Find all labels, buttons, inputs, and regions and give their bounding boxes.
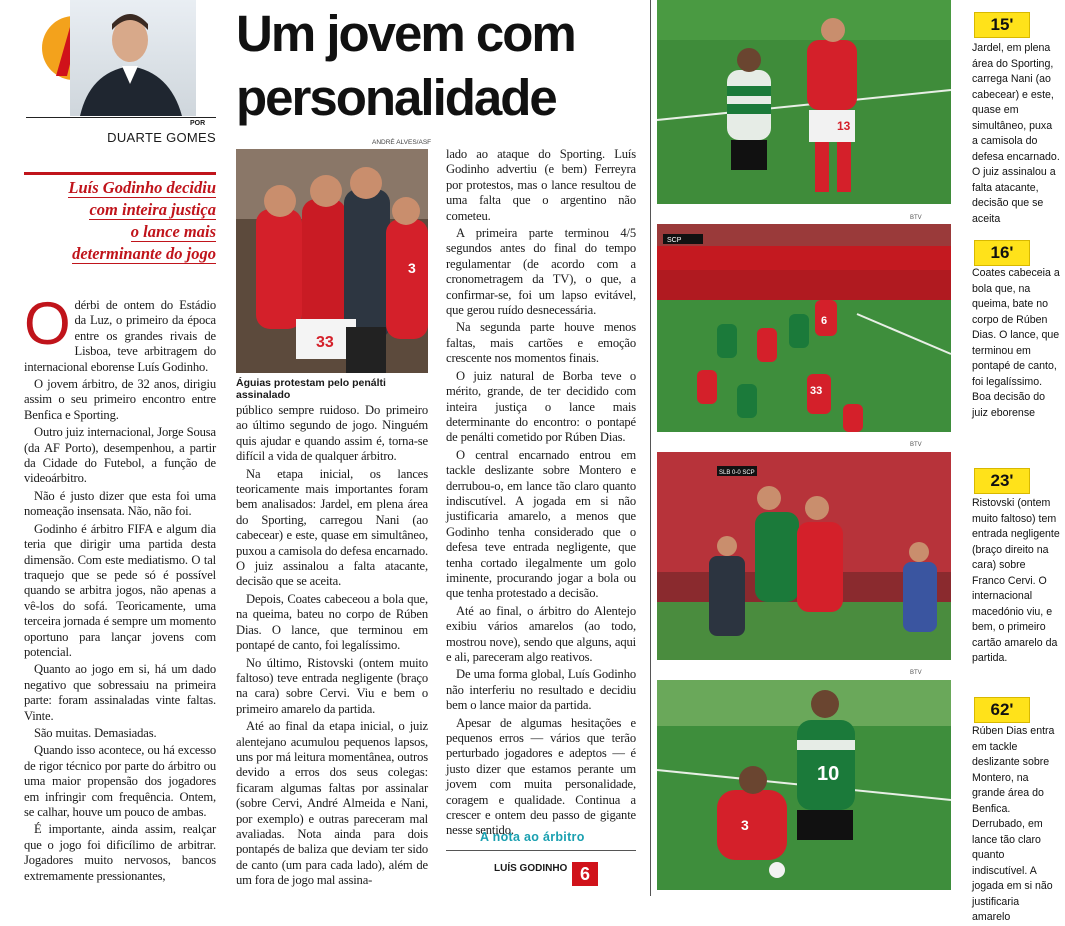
article-column-2 [236,403,428,896]
match-still-16 [657,224,951,432]
moment-text: Ristovski (ontem muito faltoso) tem entrada negligente (braço direito na cara) sobre Franco Cervi. O internacional macedónio viu, e bem, o primeiro cartão amarelo da partida. [972,497,1060,664]
tv-credit: BTV [910,442,922,448]
by-label: POR [190,120,206,127]
paragraph: Depois, Coates cabeceou a bola que, na queima, bateu no corpo de Rúben Dias. O lance, que terminou em pontapé de canto, foi legalíssimo. [236,591,428,653]
paragraph: O central encarnado entrou em tackle deslizante sobre Montero e derrubou-o, em lance tão claro quanto indiscutível. A jogada em si não justificaria amarelo, a menos que Godinho tenha considerado que o defesa teve entrada negligente, que tenha cortado ilegalmente um golo iminente, procurando jogar a bola ou que tenha protestado a decisão. [446,447,636,601]
match-still-15 [657,0,951,204]
author-rule [26,117,216,118]
shirt-number: 3 [741,817,749,833]
minute-badge: 15' [974,12,1030,38]
paragraph: No último, Ristovski (ontem muito faltoso) teve entrada negligente (braço na cara) sobre Cervi. Viu e bem o primeiro amarelo da partida. [236,655,428,716]
players-protest-photo [236,149,428,373]
paragraph: O juiz natural de Borba teve o mérito, grande, de ter decidido com inteira justiça o lance mais determinante do encontro: o pontapé de penálti cometido por Rúben Dias. [446,368,636,445]
paragraph: De uma forma global, Luís Godinho não interferiu no resultado e decidiu bem o lance maior da partida. [446,667,636,713]
scoreboard-text: SLB 0-0 SCP [719,470,755,476]
shirt-number: 33 [810,385,823,397]
headline [236,2,636,130]
moment-text: Jardel, em plena área do Sporting, carrega Nani (ao cabecear) e este, quase em simultâneo, puxa a camisola do defesa encarnado. O juiz assinalou a falta atacante, decisão que se aceita [972,42,1060,225]
pull-quote-line: Luís Godinho decidiu [68,178,216,197]
author-photo [70,0,196,116]
match-still-62 [657,680,951,890]
referee-name: LUÍS GODINHO [494,863,568,874]
minute-badge: 62' [974,697,1030,723]
match-still-23 [657,452,951,660]
shirt-number: 33 [316,334,334,351]
pull-quote-line: o lance mais [130,222,216,241]
drop-cap: O [24,290,71,357]
pull-quote-line: determinante do jogo [72,244,216,263]
paragraph: Não é justo dizer que esta foi uma nomeação insensata. Não, não foi. [24,488,216,519]
shirt-number: 10 [817,763,840,785]
photo-credit: ANDRÉ ALVES/ASF [372,139,432,146]
pull-quote [24,172,216,265]
paragraph: A primeira parte terminou 4/5 segundos antes do final do tempo regulamentar (de acordo com a cronometragem da TV), o que, a confirmar-se, foi um lapso evitável, que gerou ruído desnecessária. [446,226,636,318]
author-name: DUARTE GOMES [107,130,216,145]
minute-badge: 23' [974,468,1030,494]
shirt-number: 6 [821,315,828,327]
moment-text: Coates cabeceia a bola que, na queima, bate no corpo de Rúben Dias. O lance, que terminou em pontapé de canto, foi legalíssimo. Boa decisão do juiz eborense [972,267,1060,419]
paragraph: lado ao ataque do Sporting. Luís Godinho advertiu (e bem) Ferreyra por protestos, mas o lance resultou de uma falta que o argentino não cometeu. [446,147,636,223]
photo-caption: Águias protestam pelo penálti assinalado [236,377,386,401]
headline-line: Um jovem com [236,5,575,62]
paragraph: São muitas. Demasiadas. [34,725,157,740]
minute-badge: 16' [974,240,1030,266]
column-divider [650,0,651,896]
paragraph: Na segunda parte houve menos faltas, mais cartões e emoção crescente nos momentos finais. [446,320,636,366]
paragraph: Na etapa inicial, os lances teoricamente mais importantes foram bem analisados: Jardel, em plena área do Sporting, carregou Nani (ao cabecear) e este, quase em simultâneo, puxou a camisola do defesa encarnado. O juiz assinalou a falta atacante, decisão que se aceita. [236,466,428,589]
shirt-number: 13 [837,119,851,133]
scoreboard-text: SCP [667,237,682,244]
referee-score: 6 [572,862,598,886]
paragraph: Outro juiz internacional, Jorge Sousa (da AF Porto), desempenhou, a partir da Cidade do Futebol, a função de videoárbitro. [24,425,216,486]
headline-line: personalidade [236,69,556,126]
shirt-number: 3 [408,260,416,276]
paragraph: Odérbi de ontem do Estádio da Luz, o primeiro da época entre os grandes rivais de Lisboa, teve arbitragem do internacional eborense Luís Godinho. [24,290,216,374]
tv-credit: BTV [910,215,922,221]
paragraph: Quando isso acontece, ou há excesso de rigor técnico por parte do árbitro ou uma maior propensão dos jogadores em infringir com frequência. Ontem, se calhar, houve um pouco de ambas. [24,743,216,819]
paragraph: É importante, ainda assim, realçar que o jogo foi dificílimo de arbitrar. Jogadores muito nervosos, bancos extremamente pressionantes, [24,822,216,883]
paragraph: público sempre ruidoso. Do primeiro ao último segundo de jogo. Ninguém quis ajudar e quando assim é, torna-se difícil a vida de qualquer árbitro. [236,403,428,464]
rating-rule [446,850,636,851]
moment-text: Rúben Dias entra em tackle deslizante sobre Montero, na grande área do Benfica. Derrubado, em lance tão claro quanto indiscutível. A jogada em si não justificaria amarelo [972,725,1055,923]
rating-title: A nota ao árbitro [480,830,585,844]
tv-credit: BTV [910,670,922,676]
paragraph: O jovem árbitro, de 32 anos, dirigiu assim o seu primeiro encontro entre Benfica e Sporting. [24,377,216,422]
paragraph: Quanto ao jogo em si, há um dado negativo que sobressaiu na primeira parte: foram assinaladas vinte faltas. Vinte. [24,662,216,723]
paragraph: Godinho é árbitro FIFA e algum dia teria que dirigir uma partida desta dimensão. Com este mediatismo. O tal traquejo que se pede só é possível quando se arbitra jogos, não apenas a vê-los do sofá. Teoricamente, uma terceira jornada é sempre um momento oportuno para lançar jovens com potencial. [24,521,216,659]
pull-quote-line: com inteira justiça [89,200,216,219]
article-column-1 [24,290,216,896]
paragraph: Até ao final, o árbitro do Alentejo exibiu vários amarelos (ao todo, mostrou nove), sendo que alguns, aqui e ali, pareceram algo reativos. [446,603,636,664]
paragraph: Até ao final da etapa inicial, o juiz alentejano acumulou pequenos lapsos, uns por má leitura momentânea, outros devido a erros dos seus colegas: ficaram algumas faltas por assinalar (sobre Cervi, André Almeida e Nani, por exemplo) e outras pareceram mal avaliadas. Nota ainda para dois pontapés de baliza que deviam ter sido de canto (um para cada lado), além de um fora de jogo mal assina- [236,719,428,888]
paragraph: Apesar de algumas hesitações e pequenos erros — vários que terão perturbado jogadores e adeptos — é justo dizer que estamos perante um jovem com muita personalidade, coragem e qualidade. Continua a crescer e ontem deu passo de gigante nesse sentido. [446,715,636,838]
